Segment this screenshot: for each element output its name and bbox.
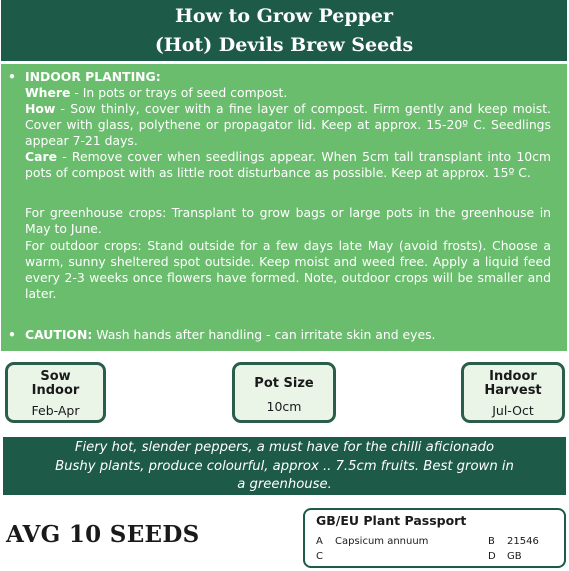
- avg-seeds-count: AVG 10 SEEDS: [6, 521, 200, 548]
- passport-d-value: GB: [507, 551, 522, 562]
- caution-text: Wash hands after handling - can irritate skin and eyes.: [92, 327, 436, 342]
- bullet-caution: •: [8, 327, 16, 342]
- passport-d-key: D: [488, 551, 496, 562]
- greenhouse-paragraph: For greenhouse crops: Transplant to grow bags or large pots in the greenhouse in May to June.: [25, 205, 551, 236]
- indoor-harvest-label-2: Harvest: [484, 383, 542, 398]
- packet-header: [1, 0, 567, 61]
- care-paragraph: [25, 149, 551, 181]
- care-label: Care: [25, 149, 57, 164]
- caution-paragraph: [25, 327, 551, 343]
- where-paragraph: [25, 85, 551, 101]
- passport-b-key: B: [488, 536, 495, 547]
- where-label: Where: [25, 85, 71, 100]
- how-paragraph: [25, 101, 551, 149]
- passport-b-value: 21546: [507, 536, 539, 547]
- bullet-indoor: •: [8, 69, 16, 84]
- sow-indoor-label-2: Indoor: [31, 383, 80, 398]
- how-label: How: [25, 101, 56, 116]
- instructions-panel: [1, 64, 567, 351]
- where-text: - In pots or trays of seed compost.: [70, 85, 288, 100]
- indoor-harvest-value: Jul-Oct: [492, 403, 534, 418]
- passport-title: GB/EU Plant Passport: [316, 513, 467, 528]
- tagline-banner: [3, 437, 566, 495]
- sow-indoor-value: Feb-Apr: [31, 403, 80, 418]
- sow-indoor-box: [5, 362, 106, 423]
- caution-label: CAUTION:: [25, 327, 93, 342]
- pot-size-label: Pot Size: [254, 376, 314, 391]
- sow-indoor-label-1: Sow: [40, 369, 71, 384]
- tagline-line2: Bushy plants, produce colourful, approx .. 7.5cm fruits. Best grown in: [55, 458, 514, 474]
- pot-size-box: [232, 362, 336, 423]
- header-title-line1: How to Grow Pepper: [174, 5, 394, 27]
- pot-size-value: 10cm: [266, 399, 302, 414]
- outdoor-paragraph: For outdoor crops: Stand outside for a few days late May (avoid frosts). Choose a warm, sunny sheltered spot outside. Keep moist and weed free. Apply a liquid feed every 2-3 weeks once flowers have formed. Note, outdoor crops will be smaller and later.: [25, 238, 551, 301]
- indoor-harvest-box: [461, 362, 565, 423]
- tagline-line3: a greenhouse.: [237, 477, 332, 492]
- indoor-harvest-label-1: Indoor: [489, 369, 537, 384]
- how-text: - Sow thinly, cover with a fine layer of compost. Firm gently and keep moist. Cover with glass, polythene or propagator lid. Keep at approx. 15-20º C. Seedlings appear 7-21 days.: [25, 101, 551, 148]
- tagline-line1: Fiery hot, slender peppers, a must have for the chilli aficionado: [74, 440, 495, 455]
- header-title-line2: (Hot) Devils Brew Seeds: [154, 34, 414, 56]
- passport-a-key: A: [316, 536, 323, 547]
- passport-c-key: C: [316, 551, 323, 562]
- passport-a-value: Capsicum annuum: [335, 536, 429, 547]
- indoor-heading: INDOOR PLANTING:: [25, 69, 161, 84]
- care-text: - Remove cover when seedlings appear. When 5cm tall transplant into 10cm pots of compost with as little root disturbance as possible. Keep at approx. 15º C.: [25, 149, 551, 180]
- plant-passport: [303, 508, 566, 568]
